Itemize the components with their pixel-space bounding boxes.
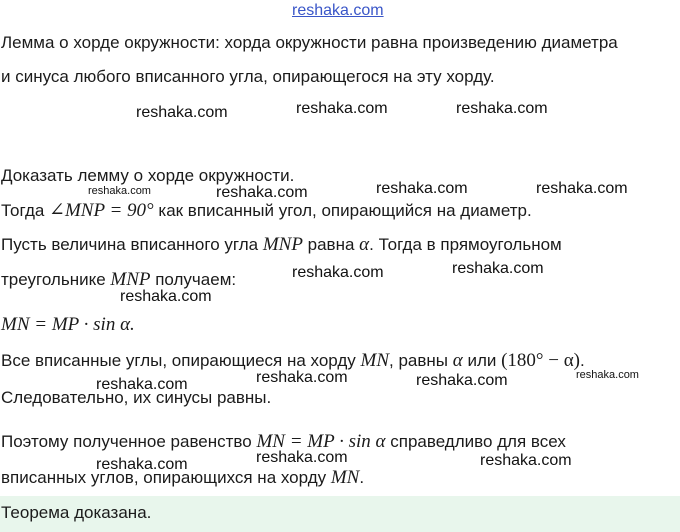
watermark: reshaka.com — [456, 100, 548, 117]
conclusion-text: Теорема доказана. — [1, 503, 152, 522]
watermark: reshaka.com — [296, 100, 388, 117]
watermark: reshaka.com — [376, 180, 468, 197]
math-equality: MN = MP · sin α — [256, 431, 386, 452]
conclusion-box — [0, 496, 680, 532]
math-mn: MN — [330, 467, 360, 488]
text: Поэтому полученное равенство — [1, 432, 257, 451]
text: Пусть величина вписанного угла — [1, 235, 263, 254]
text: . — [359, 468, 365, 487]
watermark: reshaka.com — [576, 369, 639, 381]
lemma-line-1: Лемма о хорде окружности: хорда окружности равна произведению диаметра — [1, 33, 618, 52]
proof-line-8 — [1, 467, 364, 489]
lemma-line-2: и синуса любого вписанного угла, опирающегося на эту хорду. — [1, 67, 495, 86]
text: или — [462, 351, 502, 370]
proof-line-6: Следовательно, их синусы равны. — [1, 388, 272, 407]
watermark-link[interactable]: reshaka.com — [292, 2, 384, 19]
math-alpha: α — [359, 234, 370, 255]
watermark: reshaka.com — [480, 452, 572, 469]
watermark: reshaka.com — [256, 449, 348, 466]
watermark: reshaka.com — [416, 372, 508, 389]
text: , равны — [389, 351, 453, 370]
watermark: reshaka.com — [292, 264, 384, 281]
text: Все вписанные углы, опирающиеся на хорду — [1, 351, 361, 370]
text: Тогда — [1, 201, 50, 220]
watermark: reshaka.com — [96, 376, 188, 393]
text: получаем: — [150, 270, 237, 289]
text: . — [580, 351, 585, 370]
watermark: reshaka.com — [88, 185, 151, 197]
proof-line-2 — [1, 234, 562, 256]
watermark: reshaka.com — [136, 104, 228, 121]
formula: MN = MP · sin α. — [1, 314, 135, 335]
proof-line-1 — [1, 200, 532, 222]
proof-heading: Доказать лемму о хорде окружности. — [1, 166, 295, 185]
math-supplement: (180° − α) — [501, 350, 581, 371]
text: . Тогда в прямоугольном — [369, 235, 562, 254]
watermark: reshaka.com — [536, 180, 628, 197]
text: равна — [302, 235, 360, 254]
text: треугольнике — [1, 270, 111, 289]
math-angle: ∠MNP = 90° — [49, 200, 154, 221]
math-mnp: MNP — [262, 234, 303, 255]
watermark: reshaka.com — [452, 260, 544, 277]
text: вписанных углов, опирающихся на хорду — [1, 468, 331, 487]
math-mn: MN — [360, 350, 390, 371]
text: справедливо для всех — [385, 432, 566, 451]
watermark: reshaka.com — [120, 288, 212, 305]
watermark: reshaka.com — [96, 456, 188, 473]
math-mnp: MNP — [110, 269, 151, 290]
text: как вписанный угол, опирающийся на диаметр. — [153, 201, 532, 220]
watermark: reshaka.com — [216, 184, 308, 201]
watermark: reshaka.com — [256, 369, 348, 386]
math-alpha: α — [452, 350, 463, 371]
